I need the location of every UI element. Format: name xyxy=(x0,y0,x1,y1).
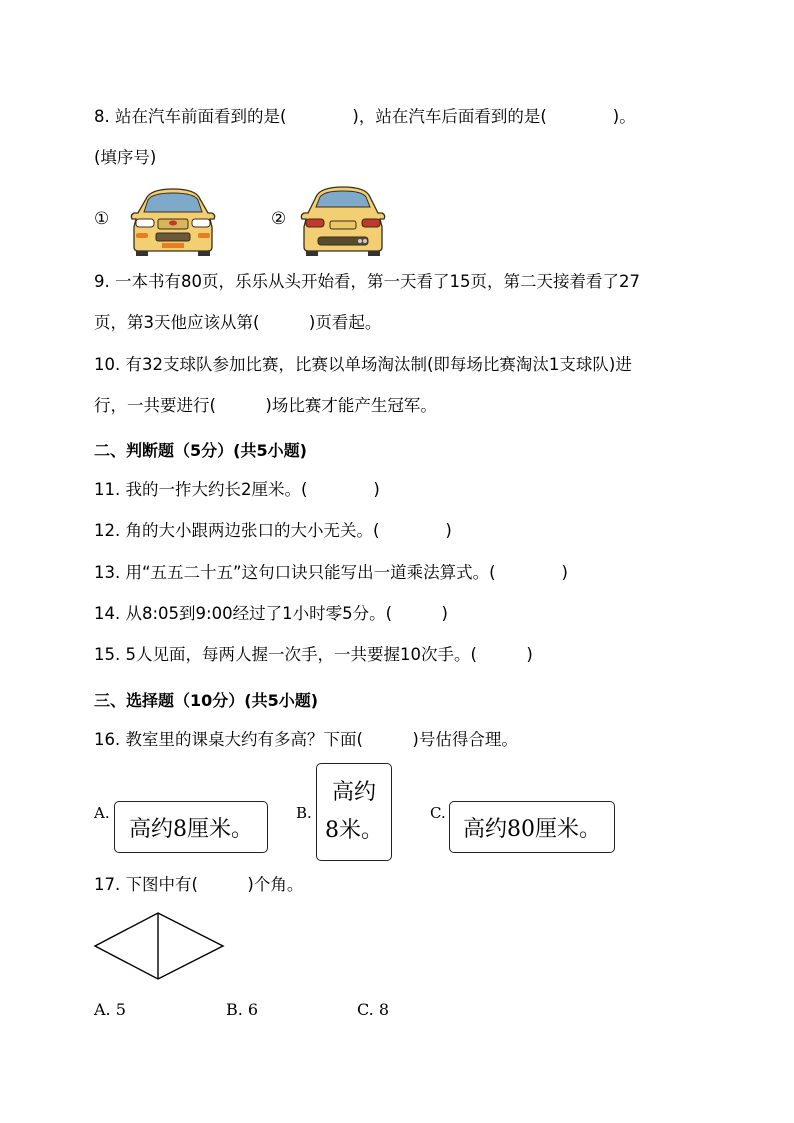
q17-option-b: B. 6 xyxy=(226,1000,259,1019)
q9-line2: 页，第3天他应该从第( )页看起。 xyxy=(94,313,382,332)
q16-option-a-text: 高约8厘米。 xyxy=(129,816,253,842)
q16-option-c-text: 高约80厘米。 xyxy=(463,816,601,842)
section-judgement-title: 二、判断题（5分）(共5小题) xyxy=(94,441,307,460)
q8-line2: (填序号) xyxy=(94,148,157,167)
car-back-image xyxy=(300,183,386,257)
q17-text: 17. 下图中有( )个角。 xyxy=(94,875,304,894)
q14-text: 14. 从8:05到9:00经过了1小时零5分。( ) xyxy=(94,604,448,623)
q16-option-b-label: B. xyxy=(296,804,312,822)
q12-text: 12. 角的大小跟两边张口的大小无关。( ) xyxy=(94,521,452,540)
q8-line1: 8. 站在汽车前面看到的是( )，站在汽车后面看到的是( )。 xyxy=(94,107,636,126)
q16-option-c-label: C. xyxy=(430,804,446,822)
q16-option-c-card xyxy=(449,801,615,853)
section-choice-title: 三、选择题（10分）(共5小题) xyxy=(94,691,319,710)
q17-option-c: C. 8 xyxy=(357,1000,390,1019)
q11-text: 11. 我的一拃大约长2厘米。( ) xyxy=(94,480,380,499)
car-front-label: ① xyxy=(94,209,110,229)
q16-option-a-card xyxy=(114,801,268,853)
car-back-label: ② xyxy=(271,209,287,229)
q16-option-a-label: A. xyxy=(94,804,110,822)
q17-option-a: A. 5 xyxy=(94,1000,126,1019)
q10-line2: 行，一共要进行( )场比赛才能产生冠军。 xyxy=(94,396,437,415)
q16-text: 16. 教室里的课桌大约有多高？下面( )号估得合理。 xyxy=(94,730,518,749)
q9-line1: 9. 一本书有80页，乐乐从头开始看，第一天看了15页，第二天接着看了27 xyxy=(94,272,640,291)
q16-option-b-line2: 8米。 xyxy=(325,818,383,843)
q10-line1: 10. 有32支球队参加比赛，比赛以单场淘汰制(即每场比赛淘汰1支球队)进 xyxy=(94,355,632,374)
q16-option-b-card xyxy=(316,763,392,861)
car-front-image xyxy=(128,185,218,257)
q17-rhombus-figure xyxy=(92,910,226,982)
q13-text: 13. 用“五五二十五”这句口诀只能写出一道乘法算式。( ) xyxy=(94,563,568,582)
q15-text: 15. 5人见面，每两人握一次手，一共要握10次手。( ) xyxy=(94,645,533,664)
q16-option-b-line1: 高约 xyxy=(331,780,376,805)
